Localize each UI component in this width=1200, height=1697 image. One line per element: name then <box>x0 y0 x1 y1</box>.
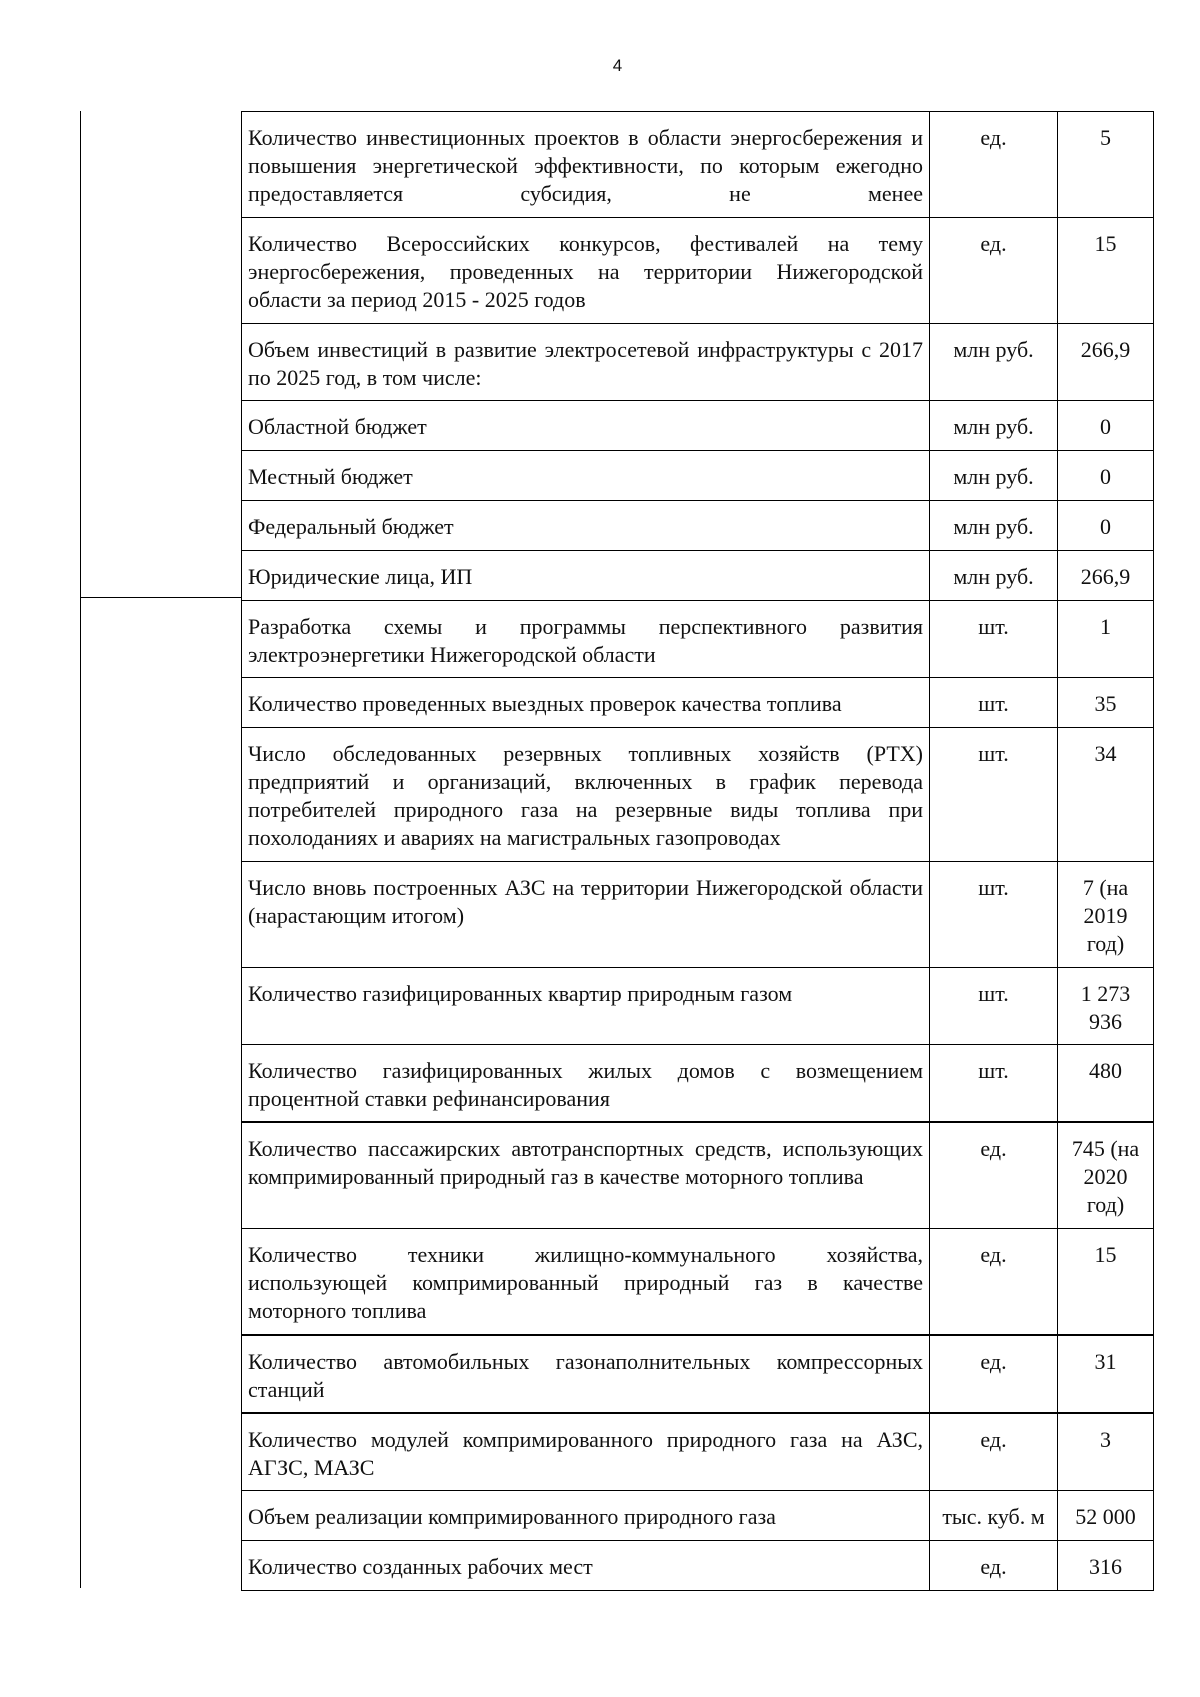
indicator-name: Количество проведенных выездных проверок качества топлива <box>242 678 930 728</box>
indicator-name: Объем реализации компримированного природного газа <box>242 1491 930 1541</box>
indicator-unit: ед. <box>930 1541 1058 1591</box>
indicator-unit: шт. <box>930 862 1058 968</box>
indicator-name: Местный бюджет <box>242 451 930 501</box>
table-row <box>242 1413 1154 1491</box>
indicator-unit: шт. <box>930 1045 1058 1123</box>
indicator-value: 52 000 <box>1058 1491 1154 1541</box>
indicator-name: Количество созданных рабочих мест <box>242 1541 930 1591</box>
indicator-unit: тыс. куб. м <box>930 1491 1058 1541</box>
indicator-unit: млн руб. <box>930 551 1058 601</box>
indicator-unit: шт. <box>930 601 1058 678</box>
table-row <box>242 1541 1154 1591</box>
indicator-unit: ед. <box>930 112 1058 218</box>
table-row <box>242 1491 1154 1541</box>
table-row <box>242 1122 1154 1229</box>
left-table-border <box>80 111 81 1588</box>
indicators-table <box>241 111 1154 1591</box>
indicator-value: 266,9 <box>1058 551 1154 601</box>
indicator-value: 31 <box>1058 1335 1154 1413</box>
indicator-name: Количество Всероссийских конкурсов, фестивалей на тему энергосбережения, проведенных на территории Нижегородской области за период 2015 - 2025 годов <box>242 218 930 324</box>
indicator-unit: ед. <box>930 1229 1058 1336</box>
indicator-value: 15 <box>1058 1229 1154 1336</box>
indicator-name: Число вновь построенных АЗС на территории Нижегородской области (нарастающим итогом) <box>242 862 930 968</box>
indicator-name: Число обследованных резервных топливных хозяйств (РТХ) предприятий и организаций, включенных в график перевода потребителей природного газа на резервные виды топлива при похолоданиях и авариях на магистральных газопроводах <box>242 728 930 862</box>
indicator-value: 3 <box>1058 1413 1154 1491</box>
indicator-value: 34 <box>1058 728 1154 862</box>
indicator-unit: млн руб. <box>930 451 1058 501</box>
indicator-name: Объем инвестиций в развитие электросетевой инфраструктуры с 2017 по 2025 год, в том числе: <box>242 324 930 401</box>
indicator-value: 15 <box>1058 218 1154 324</box>
table-row <box>242 1045 1154 1123</box>
table-row <box>242 324 1154 401</box>
table-row <box>242 601 1154 678</box>
indicator-name: Количество техники жилищно-коммунального хозяйства, использующей компримированный природный газ в качестве моторного топлива <box>242 1229 930 1336</box>
table-row <box>242 728 1154 862</box>
indicator-value: 480 <box>1058 1045 1154 1123</box>
indicator-value: 0 <box>1058 451 1154 501</box>
indicator-value: 5 <box>1058 112 1154 218</box>
indicator-name: Количество автомобильных газонаполнительных компрессорных станций <box>242 1335 930 1413</box>
table-row <box>242 968 1154 1045</box>
indicator-name: Разработка схемы и программы перспективного развития электроэнергетики Нижегородской области <box>242 601 930 678</box>
indicator-value: 0 <box>1058 401 1154 451</box>
indicator-name: Количество модулей компримированного природного газа на АЗС, АГЗС, МАЗС <box>242 1413 930 1491</box>
section-divider-line <box>80 597 241 598</box>
indicator-value: 1 <box>1058 601 1154 678</box>
indicator-unit: ед. <box>930 218 1058 324</box>
indicator-unit: ед. <box>930 1122 1058 1229</box>
indicator-value: 1 273 936 <box>1058 968 1154 1045</box>
indicator-name: Количество инвестиционных проектов в области энергосбережения и повышения энергетической эффективности, по которым ежегодно предоставляется субсидия, не менее <box>242 112 930 218</box>
table-row <box>242 501 1154 551</box>
table-row <box>242 1335 1154 1413</box>
table-row <box>242 551 1154 601</box>
indicator-unit: млн руб. <box>930 501 1058 551</box>
indicator-unit: млн руб. <box>930 324 1058 401</box>
indicator-name: Областной бюджет <box>242 401 930 451</box>
table-row <box>242 218 1154 324</box>
table-row <box>242 862 1154 968</box>
indicator-unit: шт. <box>930 678 1058 728</box>
indicator-unit: ед. <box>930 1413 1058 1491</box>
indicator-unit: ед. <box>930 1335 1058 1413</box>
indicator-unit: шт. <box>930 728 1058 862</box>
indicator-unit: шт. <box>930 968 1058 1045</box>
indicator-name: Количество газифицированных квартир природным газом <box>242 968 930 1045</box>
table-row <box>242 451 1154 501</box>
indicator-name: Юридические лица, ИП <box>242 551 930 601</box>
indicator-unit: млн руб. <box>930 401 1058 451</box>
indicator-value: 266,9 <box>1058 324 1154 401</box>
indicator-name: Федеральный бюджет <box>242 501 930 551</box>
indicator-value: 745 (на 2020 год) <box>1058 1122 1154 1229</box>
indicator-value: 35 <box>1058 678 1154 728</box>
table-row <box>242 1229 1154 1336</box>
indicator-name: Количество пассажирских автотранспортных средств, использующих компримированный природный газ в качестве моторного топлива <box>242 1122 930 1229</box>
table-row <box>242 112 1154 218</box>
table-row <box>242 678 1154 728</box>
page-number: 4 <box>612 56 623 75</box>
indicator-value: 7 (на 2019 год) <box>1058 862 1154 968</box>
table-row <box>242 401 1154 451</box>
indicator-value: 316 <box>1058 1541 1154 1591</box>
indicator-name: Количество газифицированных жилых домов с возмещением процентной ставки рефинансирования <box>242 1045 930 1123</box>
indicator-value: 0 <box>1058 501 1154 551</box>
